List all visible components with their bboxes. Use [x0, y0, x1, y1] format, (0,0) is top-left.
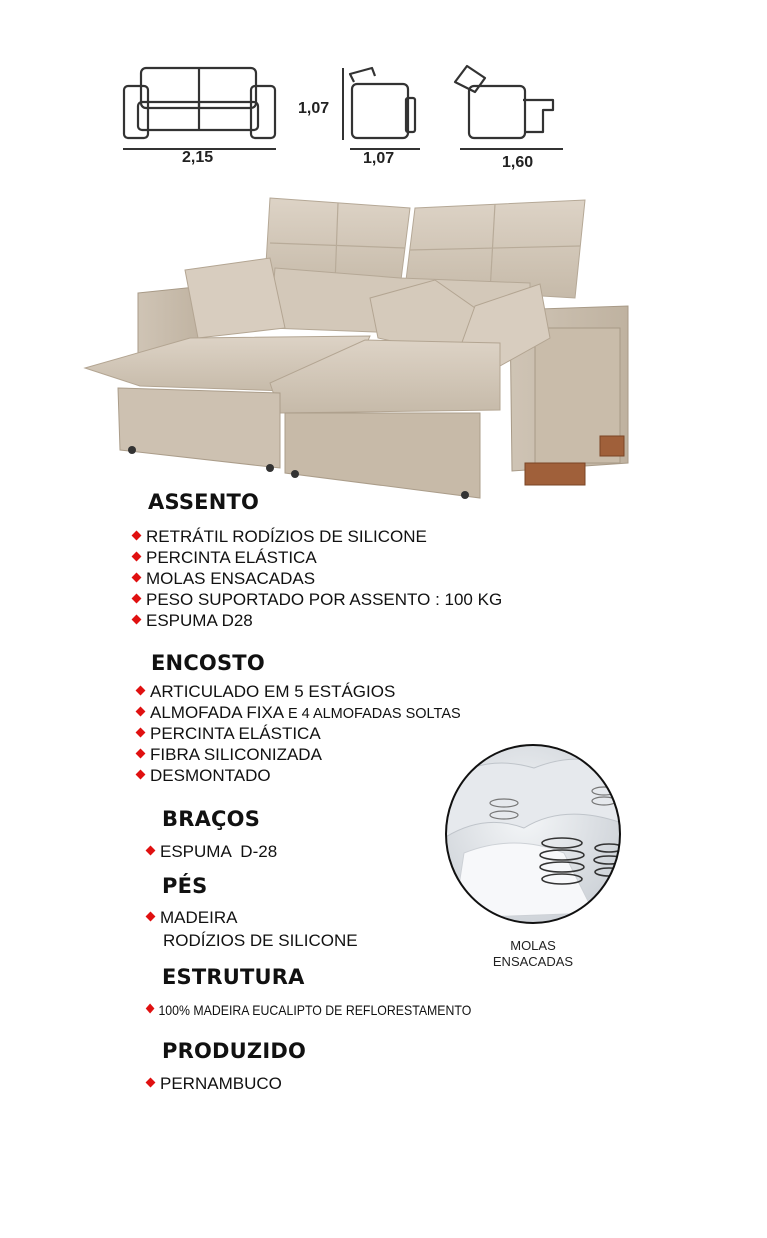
front-view-diagram: [118, 60, 283, 155]
bullet-icon: [132, 594, 142, 604]
springs-caption-line1: MOLAS: [510, 938, 556, 953]
encosto-item: ARTICULADO EM 5 ESTÁGIOS: [137, 681, 395, 702]
encosto-item: FIBRA SILICONIZADA: [137, 744, 322, 765]
springs-caption-line2: ENSACADAS: [492, 954, 574, 969]
springs-caption: [478, 938, 588, 970]
bullet-icon: [146, 1078, 156, 1088]
encosto-item-suffix: E 4 ALMOFADAS SOLTAS: [287, 706, 461, 722]
bullet-icon: [136, 749, 146, 759]
height-dimension: 1,07: [298, 100, 330, 117]
encosto-item: DESMONTADO: [137, 765, 271, 786]
depth-dimension: 1,07: [363, 150, 395, 167]
assento-item: ESPUMA D28: [133, 610, 253, 631]
bullet-icon: [132, 552, 142, 562]
estrutura-item: 100% MADEIRA EUCALIPTO DE REFLORESTAMENTO: [147, 1000, 471, 1021]
extended-depth-dimension: 1,60: [502, 154, 534, 171]
reclined-view-diagram: [445, 60, 565, 157]
encosto-item: ALMOFADA FIXA E 4 ALMOFADAS SOLTAS: [137, 702, 461, 725]
bullet-icon: [146, 846, 156, 856]
assento-item: PESO SUPORTADO POR ASSENTO : 100 KG: [133, 589, 502, 610]
assento-item: MOLAS ENSACADAS: [133, 568, 315, 589]
pes-item: RODÍZIOS DE SILICONE: [163, 931, 358, 950]
pes-heading: PÉS: [162, 874, 208, 898]
sofa-image: [80, 188, 640, 503]
bullet-icon: [136, 686, 146, 696]
estrutura-heading: ESTRUTURA: [162, 965, 305, 989]
side-view-diagram: [338, 58, 423, 155]
assento-item: PERCINTA ELÁSTICA: [133, 547, 317, 568]
bracos-heading: BRAÇOS: [162, 807, 261, 831]
bullet-icon: [146, 912, 156, 922]
bullet-icon: [132, 573, 142, 583]
produzido-item: PERNAMBUCO: [147, 1073, 282, 1094]
bracos-item: ESPUMA D-28: [147, 841, 277, 862]
pes-item: MADEIRA: [147, 907, 237, 928]
pocket-springs-image: [444, 743, 622, 925]
encosto-item: PERCINTA ELÁSTICA: [137, 723, 321, 744]
assento-heading: ASSENTO: [148, 490, 260, 514]
bullet-icon: [136, 707, 146, 717]
produzido-heading: PRODUZIDO: [162, 1039, 307, 1063]
width-dimension: 2,15: [182, 149, 214, 166]
bullet-icon: [136, 728, 146, 738]
assento-item: RETRÁTIL RODÍZIOS DE SILICONE: [133, 526, 427, 547]
bullet-icon: [132, 531, 142, 541]
bullet-icon: [136, 770, 146, 780]
encosto-heading: ENCOSTO: [151, 651, 265, 675]
bullet-icon: [146, 1004, 155, 1014]
bullet-icon: [132, 615, 142, 625]
